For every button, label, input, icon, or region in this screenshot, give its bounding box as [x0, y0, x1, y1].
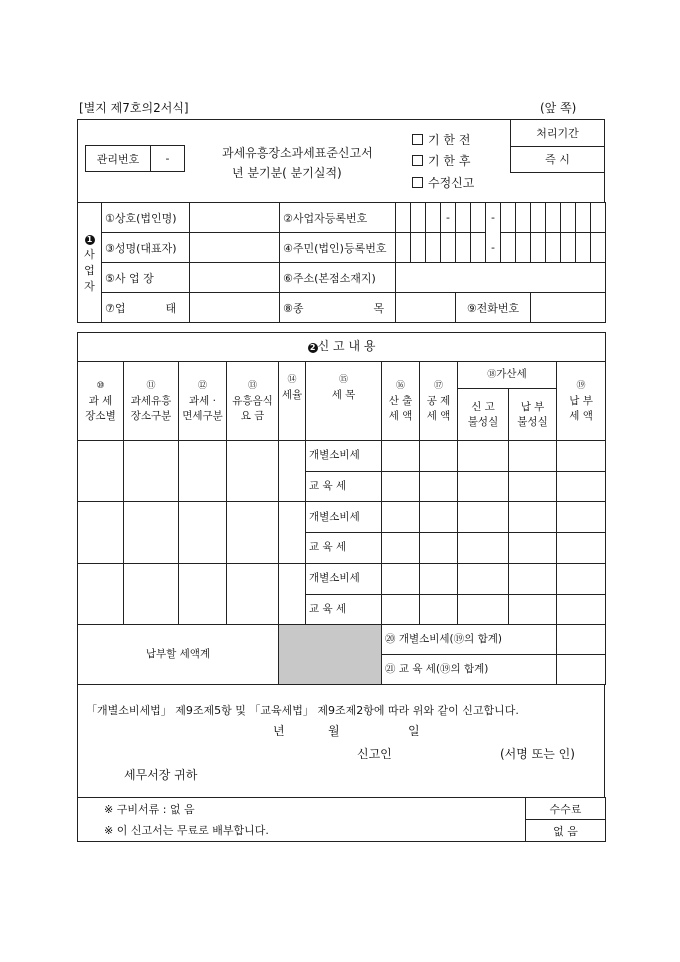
workplace-field[interactable] [190, 263, 280, 293]
note-documents: ※ 구비서류 : 없 음 [78, 798, 526, 820]
date-year: 년 [273, 724, 285, 738]
business-item-field[interactable] [396, 293, 456, 323]
form-period: 년 분기분( 분기실적) [232, 166, 342, 180]
phone-field[interactable] [531, 293, 606, 323]
tax-item-label: 개별소비세 [306, 563, 382, 594]
representative-field[interactable] [190, 233, 280, 263]
col-header: ⑲ 납 부 세 액 [557, 361, 606, 440]
col-header: ⑰ 공 제 세 액 [420, 361, 458, 440]
sum-excise-label: ⑳ 개별소비세(⑲의 합계) [382, 625, 557, 655]
report-section-title: 2 신 고 내 용 [78, 333, 606, 362]
business-item-label: ⑧종 목 [280, 293, 396, 323]
section-number-badge: 1 [85, 235, 95, 245]
filing-option[interactable]: 기 한 전 [412, 131, 470, 148]
date-day: 일 [408, 724, 420, 738]
business-type-label: ⑦업 태 [102, 293, 190, 323]
address-field[interactable] [396, 263, 606, 293]
total-tax-label: 납부할 세액계 [78, 625, 279, 685]
table-row [78, 502, 606, 533]
col-header: 납 부 불성실 [509, 389, 557, 440]
sum-education-field[interactable] [557, 655, 606, 685]
address-label: ⑥주소(본점소재지) [280, 263, 396, 293]
sum-education-label: ㉑ 교 육 세(⑲의 합계) [382, 655, 557, 685]
processing-period [510, 119, 605, 173]
business-type-field[interactable] [190, 293, 280, 323]
representative-label: ③성명(대표자) [102, 233, 190, 263]
section-number-badge: 2 [308, 343, 318, 353]
col-header: 신 고 불성실 [458, 389, 509, 440]
checkbox-icon[interactable] [412, 177, 423, 188]
tax-item-label: 개별소비세 [306, 440, 382, 471]
col-header: ⑭ 세율 [279, 361, 306, 440]
resident-reg-label: ④주민(법인)등록번호 [280, 233, 396, 263]
sum-excise-field[interactable] [557, 625, 606, 655]
company-name-label: ①상호(법인명) [102, 203, 190, 233]
checkbox-icon[interactable] [412, 155, 423, 166]
tax-item-label: 교 육 세 [306, 471, 382, 502]
col-header: ⑩ 과 세 장소별 [78, 361, 124, 440]
management-label: 관리번호 [86, 146, 151, 172]
company-name-field[interactable] [190, 203, 280, 233]
phone-label: ⑨전화번호 [456, 293, 531, 323]
business-reg-label: ②사업자등록번호 [280, 203, 396, 233]
table-row [78, 563, 606, 594]
date-month: 월 [328, 724, 340, 738]
reporter-label: 신고인 [357, 747, 392, 761]
tax-item-label: 교 육 세 [306, 594, 382, 625]
form-title: 과세유흥장소과세표준신고서 [222, 146, 373, 160]
processing-value: 즉 시 [511, 146, 605, 173]
shaded-cell [279, 625, 382, 685]
table-row [78, 440, 606, 471]
col-header: ⑬ 유흥음식 요 금 [227, 361, 279, 440]
business-section-label: 1 사 업 자 [78, 203, 102, 323]
report-table [77, 332, 606, 685]
processing-label: 처리기간 [511, 120, 605, 147]
filing-option[interactable]: 수정신고 [412, 174, 474, 191]
addressee: 세무서장 귀하 [124, 768, 198, 782]
workplace-label: ⑤사 업 장 [102, 263, 190, 293]
col-header-penalty: ⑱가산세 [458, 361, 557, 389]
note-free: ※ 이 신고서는 무료로 배부합니다. [78, 820, 526, 842]
col-header: ⑮ 세 목 [306, 361, 382, 440]
col-header: ⑪ 과세유흥 장소구분 [124, 361, 179, 440]
col-header: ⑫ 과세 · 면세구분 [179, 361, 227, 440]
fee-label: 수수료 [526, 798, 606, 820]
fee-value: 없 음 [526, 820, 606, 842]
business-info-table: 1 사 업 자 ①상호(법인명) ②사업자등록번호 - - ③성명(대표자) ④주민(법인)등록번호 - ⑤사 업 장 ⑥주소(본점소재지) ⑦업 태 ⑧종 목 ⑨전화번호 [77, 202, 606, 323]
form-tag: [별지 제7호의2서식] [79, 101, 189, 115]
tax-item-label: 개별소비세 [306, 502, 382, 533]
management-value: - [151, 146, 185, 172]
signature-label: (서명 또는 인) [500, 747, 575, 761]
checkbox-icon[interactable] [412, 134, 423, 145]
tax-item-label: 교 육 세 [306, 533, 382, 564]
page-side: (앞 쪽) [540, 101, 577, 115]
management-number [85, 145, 185, 172]
filing-option[interactable]: 기 한 후 [412, 152, 470, 169]
col-header: ⑯ 산 출 세 액 [382, 361, 420, 440]
footer-table [77, 797, 606, 842]
declaration-statement: 「개별소비세법」 제9조제5항 및 「교육세법」 제9조제2항에 따라 위와 같이 신고합니다. [86, 704, 519, 717]
